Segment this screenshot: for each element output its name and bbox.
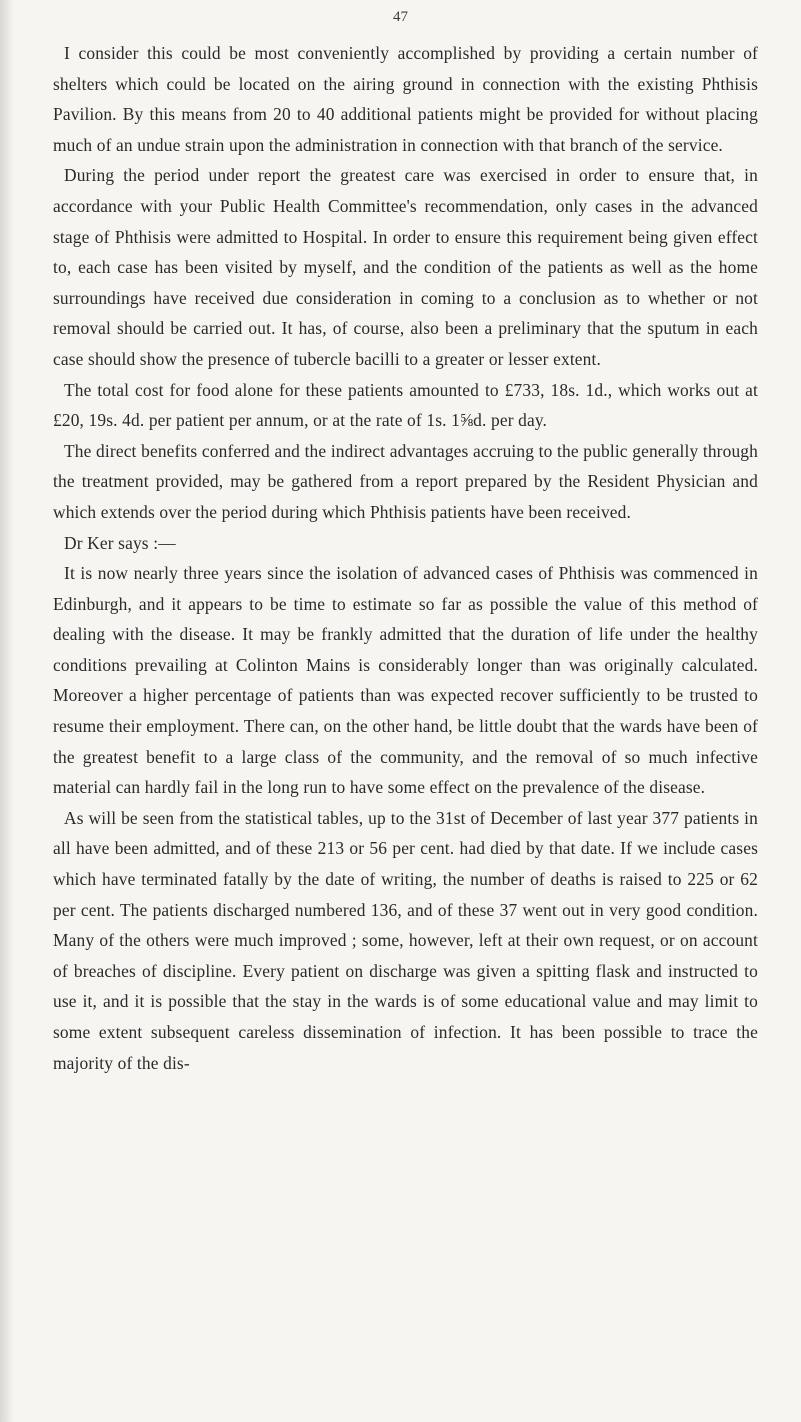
paragraph-statistics: As will be seen from the statistical tables, up to the 31st of December of last year 377 patients in all have been admitted, and of these 213 or 56 per cent. had died by that date. If we include cases which have terminated fatally by the date of writing, the number of deaths is raised to 225 or 62 per cent. The patients discharged numbered 136, and of these 37 went out in very good condition. Many of the others were much improved ; some, however, left at their own request, or on account of breaches of discipline. Every patient on discharge was given a spitting flask and instructed to use it, and it is possible that the stay in the wards is of some educational value and may limit to some extent subsequent careless dissemination of infection. It has been possible to trace the majority of the dis- xyxy=(53,807,758,1073)
paragraph-shelters: I consider this could be most conveniently accomplished by providing a certain number of shelters which could be located on the airing ground in connection with the existing Phthisis Pavilion. By this means from 20 to 40 additional patients might be provided for without placing much of an undue strain upon the administration in connection with that branch of the service. xyxy=(53,43,758,155)
paragraph-admission-policy: During the period under report the greatest care was exercised in order to ensure that, in accordance with your Public Health Committee's recommendation, only cases in the advanced stage of Phthisis were admitted to Hospital. In order to ensure this requirement being given effect to, each case has been visited by myself, and the condition of the patients as well as the home surroundings have received due consideration in coming to a conclusion as to whether or not removal should be carried out. It has, of course, also been a preliminary that the sputum in each case should show the presence of tubercle bacilli to a greater or lesser extent. xyxy=(53,165,758,369)
paragraph-dr-ker-says: Dr Ker says :— xyxy=(64,532,176,553)
page-number: 47 xyxy=(393,9,408,25)
body-text xyxy=(53,38,758,1078)
page-edge-shadow xyxy=(0,0,14,1422)
paragraph-benefits: The direct benefits conferred and the indirect advantages accruing to the public generally through the treatment provided, may be gathered from a report prepared by the Resident Physician and which extends over the period during which Phthisis patients have been received. xyxy=(53,440,758,522)
paragraph-isolation-report: It is now nearly three years since the isolation of advanced cases of Phthisis was commenced in Edinburgh, and it appears to be time to estimate so far as possible the value of this method of dealing with the disease. It may be frankly admitted that the duration of life under the healthy conditions prevailing at Colinton Mains is considerably longer than was originally calculated. Moreover a higher percentage of patients than was expected recover sufficiently to be trusted to resume their employment. There can, on the other hand, be little doubt that the wards have been of the greatest benefit to a large class of the community, and the removal of so much infective material can hardly fail in the long run to have some effect on the prevalence of the disease. xyxy=(53,563,758,798)
paragraph-food-cost: The total cost for food alone for these patients amounted to £733, 18s. 1d., which works out at £20, 19s. 4d. per patient per annum, or at the rate of 1s. 1⅝d. per day. xyxy=(53,379,758,431)
